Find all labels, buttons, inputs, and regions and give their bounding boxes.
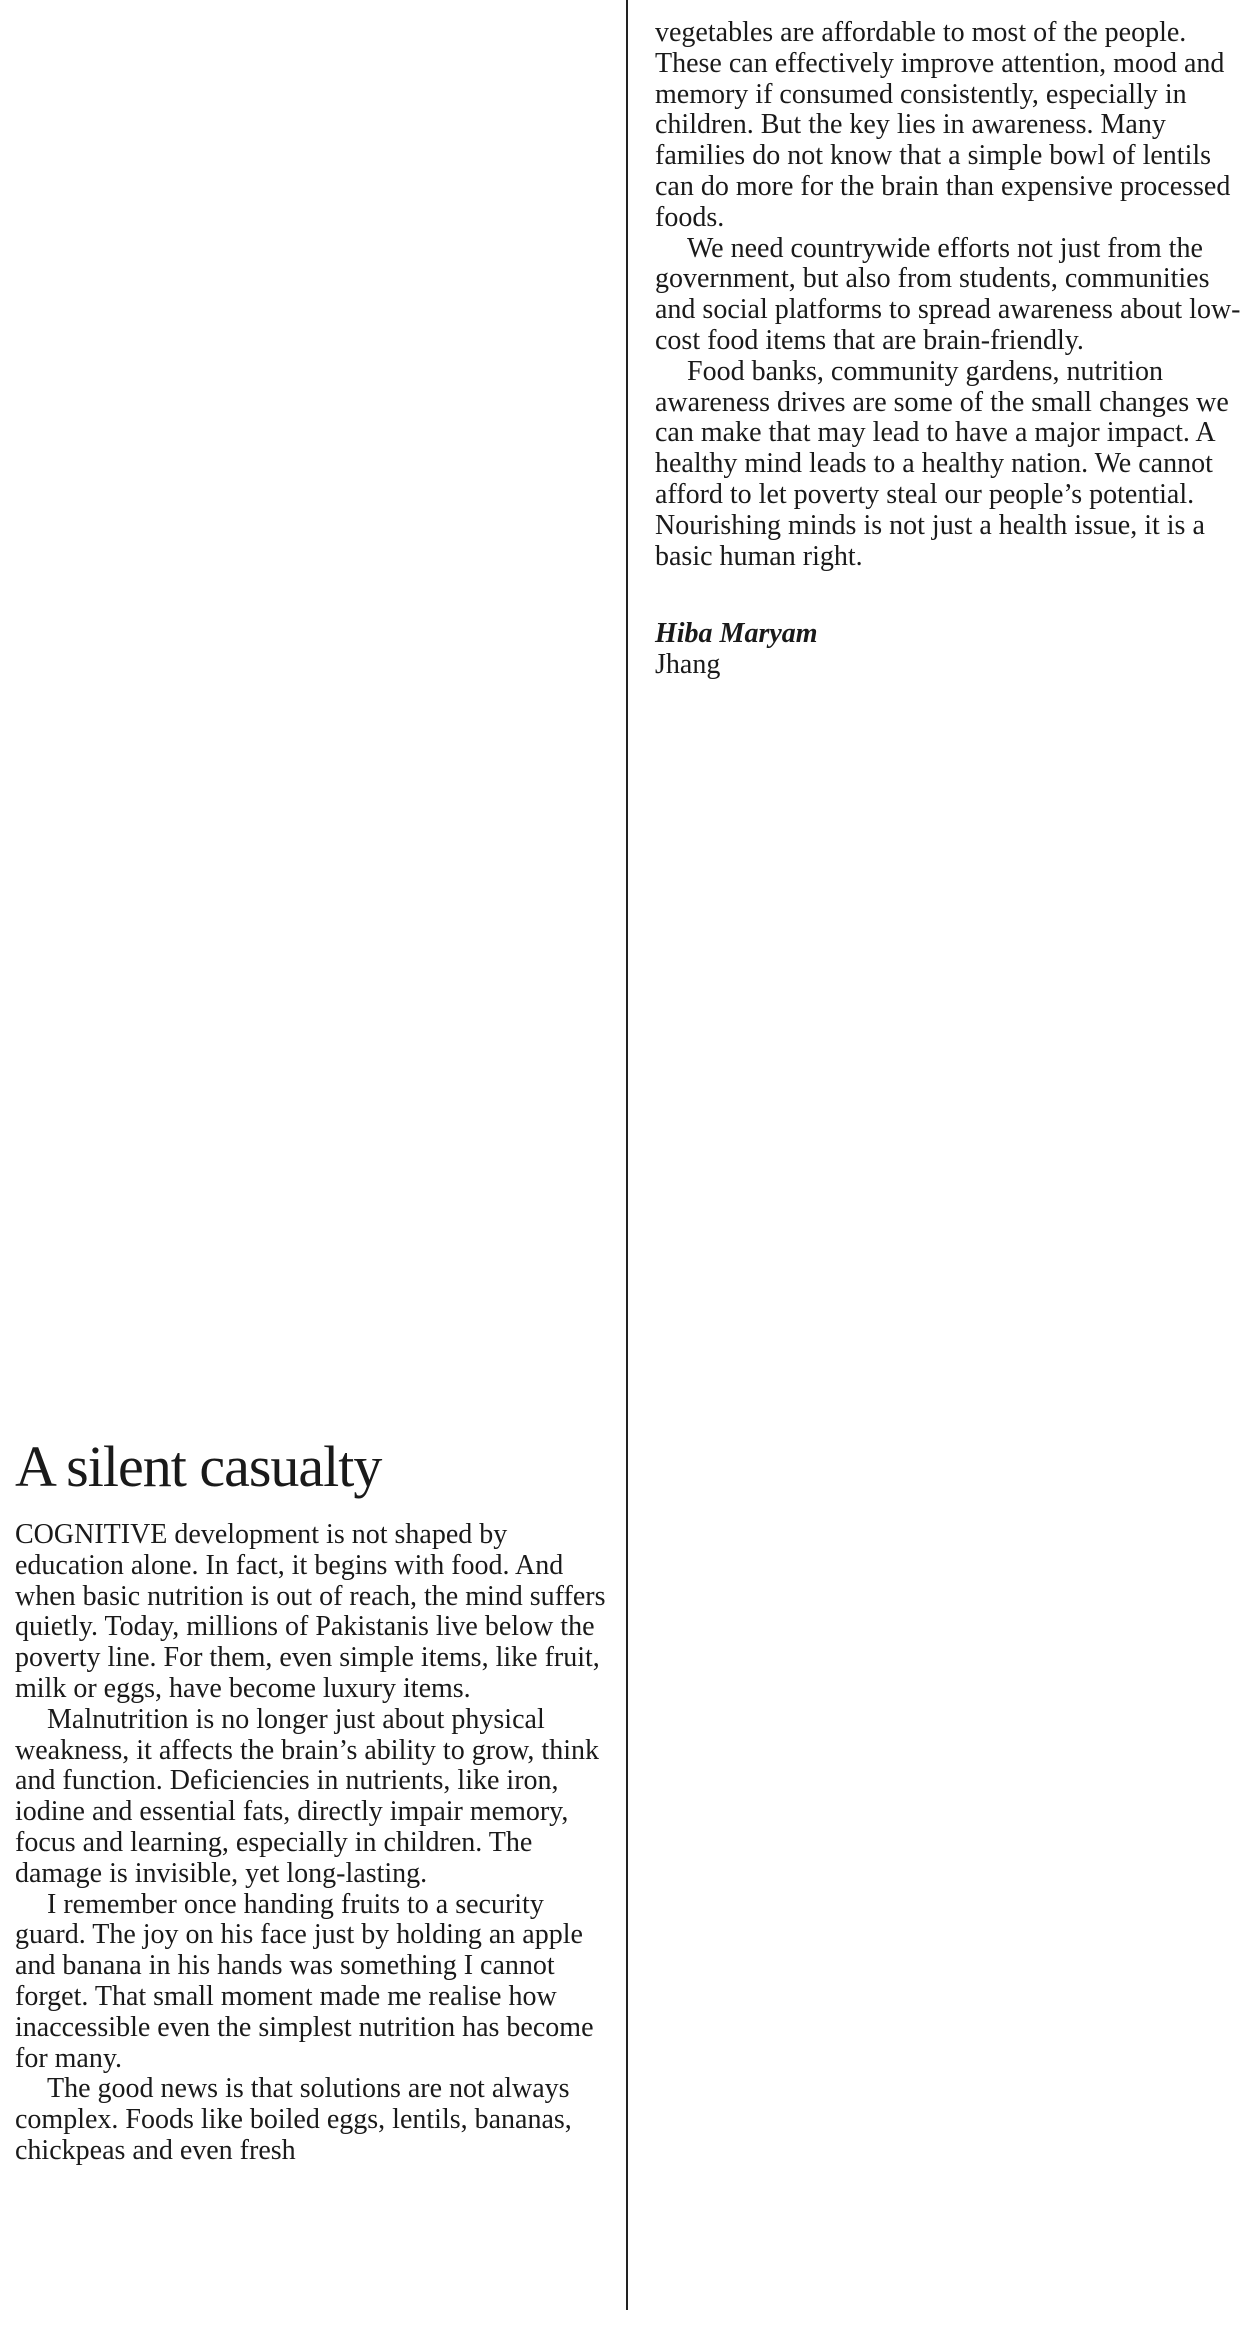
letter-body-right xyxy=(655,18,1245,572)
letter-signature xyxy=(655,618,1245,680)
letter-paragraph: Food banks, community gardens, nutrition awareness drives are some of the small changes we can make that may lead to have a major impact. A healthy mind leads to a healthy nation. We cannot afford to let poverty steal our people’s potential. Nourishing minds is not just a health issue, it is a basic human right. xyxy=(655,355,1229,572)
column-divider xyxy=(626,0,628,2310)
letter-right-column xyxy=(655,18,1245,680)
letter-paragraph: Malnutrition is no longer just about physical weakness, it affects the brain’s ability to grow, think and function. Deficiencies in nutrients, like iron, iodine and essential fats, directly impair memory, focus and learning, especially in children. The damage is invisible, yet long-lasting. xyxy=(15,1703,599,1889)
letter-left-column xyxy=(15,1432,615,2167)
author-location: Jhang xyxy=(655,649,721,681)
letter-paragraph: We need countrywide efforts not just from the government, but also from students, communities and social platforms to spread awareness about low-cost food items that are brain-friendly. xyxy=(655,232,1241,356)
author-name: Hiba Maryam xyxy=(655,618,818,650)
letter-paragraph: COGNITIVE development is not shaped by education alone. In fact, it begins with food. And when basic nutrition is out of reach, the mind suffers quietly. Today, millions of Pakistanis live below the poverty line. For them, even simple items, like fruit, milk or eggs, have become luxury items. xyxy=(15,1519,606,1704)
letter-paragraph: vegetables are affordable to most of the people. These can effectively improve attention, mood and memory if consumed consistently, especially in children. But the key lies in awareness. Many families do not know that a simple bowl of lentils can do more for the brain than expensive processed foods. xyxy=(655,17,1231,233)
letter-paragraph: I remember once handing fruits to a security guard. The joy on his face just by holding an apple and banana in his hands was something I cannot forget. That small moment made me realise how inaccessible even the simplest nutrition has become for many. xyxy=(15,1888,594,2074)
letter-body-left xyxy=(15,1520,615,2167)
letter-headline: A silent casualty xyxy=(15,1434,382,1499)
letter-paragraph: The good news is that solutions are not always complex. Foods like boiled eggs, lentils, bananas, chickpeas and even fresh xyxy=(15,2073,572,2166)
